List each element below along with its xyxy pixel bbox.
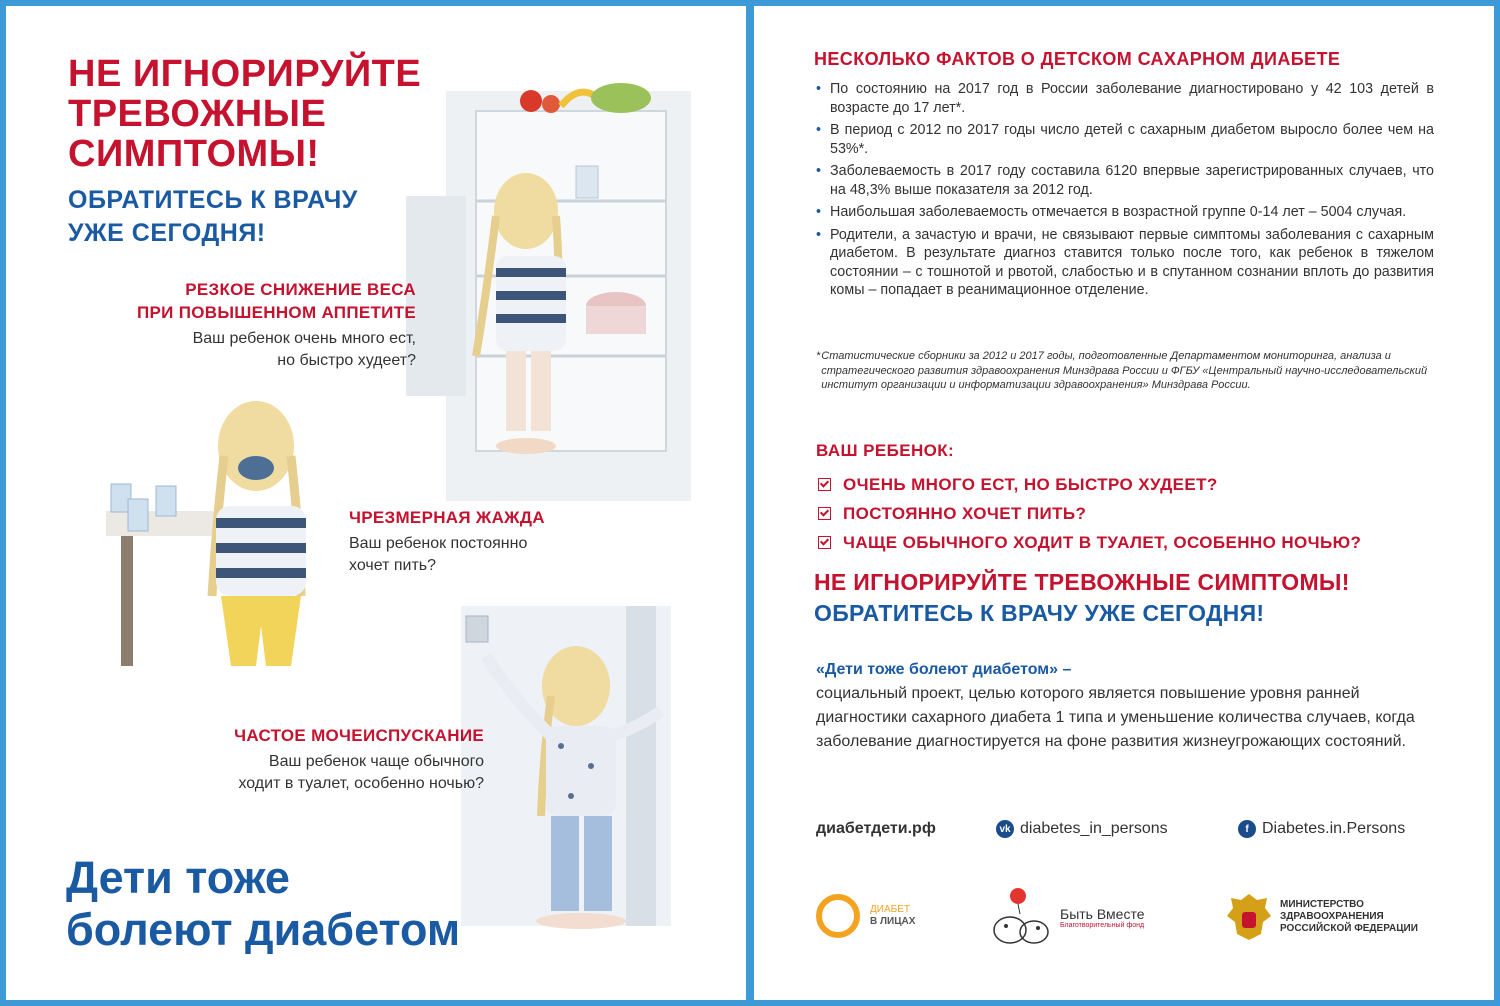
symptom-weight: [137, 278, 416, 372]
logo-diabet-v-litsah: [814, 892, 915, 940]
symptom-title: ПРИ ПОВЫШЕННОМ АППЕТИТЕ: [137, 303, 416, 322]
footnote-mark: *: [816, 350, 821, 362]
question-item: [818, 470, 1361, 499]
girl-drinking-illustration: [212, 401, 306, 666]
left-poster-panel: [6, 6, 746, 1000]
girl-switch-illustration: [461, 606, 671, 929]
orange-ring-icon: [814, 892, 862, 940]
bottom-title: [66, 852, 460, 956]
facts-title: НЕСКОЛЬКО ФАКТОВ О ДЕТСКОМ САХАРНОМ ДИАБЕТЕ: [814, 49, 1341, 69]
question-text: ОЧЕНЬ МНОГО ЕСТ, НО БЫСТРО ХУДЕЕТ?: [843, 474, 1218, 494]
fact-item: • По состоянию на 2017 год в России заболевание диагностировано у 42 103 детей в возрасте до 17 лет*.: [816, 80, 1434, 117]
headline: [68, 54, 421, 174]
symptom-text: хочет пить?: [349, 557, 437, 574]
question-item: [818, 499, 1361, 528]
logo-text: В ЛИЦАХ: [870, 916, 916, 927]
symptom-title: ЧРЕЗМЕРНАЯ ЖАЖДА: [349, 508, 545, 527]
checkbox-icon: [818, 507, 831, 520]
site-text: диабетдети.рф: [816, 820, 936, 837]
facts-list: [816, 80, 1434, 304]
questions-title: ВАШ РЕБЕНОК:: [816, 441, 955, 460]
bottom-title-line: Дети тоже: [66, 852, 290, 903]
ministry-line: ЗДРАВООХРАНЕНИЯ: [1280, 911, 1384, 922]
headline-line: СИМПТОМЫ!: [68, 133, 320, 175]
subheadline-line: ОБРАТИТЕСЬ К ВРАЧУ: [68, 186, 358, 214]
headline-line: ТРЕВОЖНЫЕ: [68, 93, 327, 135]
question-text: ЧАЩЕ ОБЫЧНОГО ХОДИТ В ТУАЛЕТ, ОСОБЕННО НОЧЬЮ?: [843, 532, 1362, 552]
logo-text: ДИАБЕТ: [870, 904, 910, 915]
symptom-title: РЕЗКОЕ СНИЖЕНИЕ ВЕСА: [185, 280, 416, 299]
symptom-text: Ваш ребенок очень много ест,: [192, 330, 416, 347]
checkbox-icon: [818, 478, 831, 491]
cta-blue: ОБРАТИТЕСЬ К ВРАЧУ УЖЕ СЕГОДНЯ!: [814, 600, 1265, 626]
project-title: «Дети тоже болеют диабетом» –: [816, 661, 1072, 678]
vk-link[interactable]: [996, 820, 1168, 838]
question-item: [818, 528, 1361, 557]
symptom-thirst: [349, 506, 545, 577]
symptom-urination: [234, 724, 484, 795]
fact-item: • Родители, а зачастую и врачи, не связывают первые симптомы заболевания с сахарным диабетом. В результате диагноз ставится только после того, как ребенок в тяжелом состоянии – с тошнотой и рвотой, слабостью и в спутанном сознании вплоть до развития комы – попадает в реанимационное отделение.: [816, 226, 1434, 300]
apple-icon: [520, 90, 542, 112]
light-switch-icon: [466, 616, 488, 642]
symptom-text: но быстро худеет?: [277, 352, 416, 369]
cta-red: НЕ ИГНОРИРУЙТЕ ТРЕВОЖНЫЕ СИМПТОМЫ!: [814, 569, 1350, 595]
right-info-panel: [754, 6, 1494, 1000]
logo-title: Быть Вместе: [1060, 905, 1145, 922]
symptom-text: Ваш ребенок постоянно: [349, 535, 528, 552]
elephants-icon: [990, 886, 1054, 948]
questions-list: [818, 470, 1361, 557]
symptom-title: ЧАСТОЕ МОЧЕИСПУСКАНИЕ: [234, 726, 484, 745]
project-text: социальный проект, целью которого является повышение уровня ранней диагностики сахарного диабета 1 типа и уменьшение количества случаев, когда заболевание диагностируется на фоне развития жизнеугрожающих состояний.: [816, 685, 1415, 750]
footnote: [816, 349, 1428, 393]
fact-item: • Заболеваемость в 2017 году составила 6120 впервые зарегистрированных случаев, что на 48,3% выше показателя за 2012 год.: [816, 162, 1434, 199]
vk-text: diabetes_in_persons: [1020, 820, 1168, 837]
logo-subtitle: Благотворительный фонд: [1060, 921, 1145, 929]
ministry-line: РОССИЙСКОЙ ФЕДЕРАЦИИ: [1280, 923, 1418, 934]
coat-of-arms-icon: [1224, 890, 1274, 944]
question-text: ПОСТОЯННО ХОЧЕТ ПИТЬ?: [843, 503, 1087, 523]
footnote-text: Статистические сборники за 2012 и 2017 годы, подготовленные Департаментом мониторинга, анализа и стратегического развития здравоохранения Минздрава России и ФГБУ «Центральный научно-исследовательский институт организации и информатизации здравоохранения» Минздрава России.: [821, 350, 1428, 391]
fact-item: • В период с 2012 по 2017 годы число детей с сахарным диабетом выросло более чем на 53%*.: [816, 121, 1434, 158]
subheadline-line: УЖЕ СЕГОДНЯ!: [68, 219, 266, 247]
fb-text: Diabetes.in.Persons: [1262, 820, 1406, 837]
site-link[interactable]: [816, 820, 936, 838]
facebook-icon: f: [1238, 820, 1256, 838]
symptom-text: ходит в туалет, особенно ночью?: [238, 775, 484, 792]
fact-item: • Наибольшая заболеваемость отмечается в возрастной группе 0-14 лет – 5004 случая.: [816, 203, 1434, 222]
vk-icon: vk: [996, 820, 1014, 838]
subheadline: [68, 184, 358, 250]
bottom-title-line: болеют диабетом: [66, 904, 461, 955]
fb-link[interactable]: [1238, 820, 1405, 838]
headline-line: НЕ ИГНОРИРУЙТЕ: [68, 53, 422, 95]
logo-byt-vmeste: [990, 886, 1144, 948]
checkbox-icon: [818, 536, 831, 549]
ministry-line: МИНИСТЕРСТВО: [1280, 899, 1364, 910]
symptom-text: Ваш ребенок чаще обычного: [268, 753, 484, 770]
logo-ministry: [1224, 890, 1418, 944]
